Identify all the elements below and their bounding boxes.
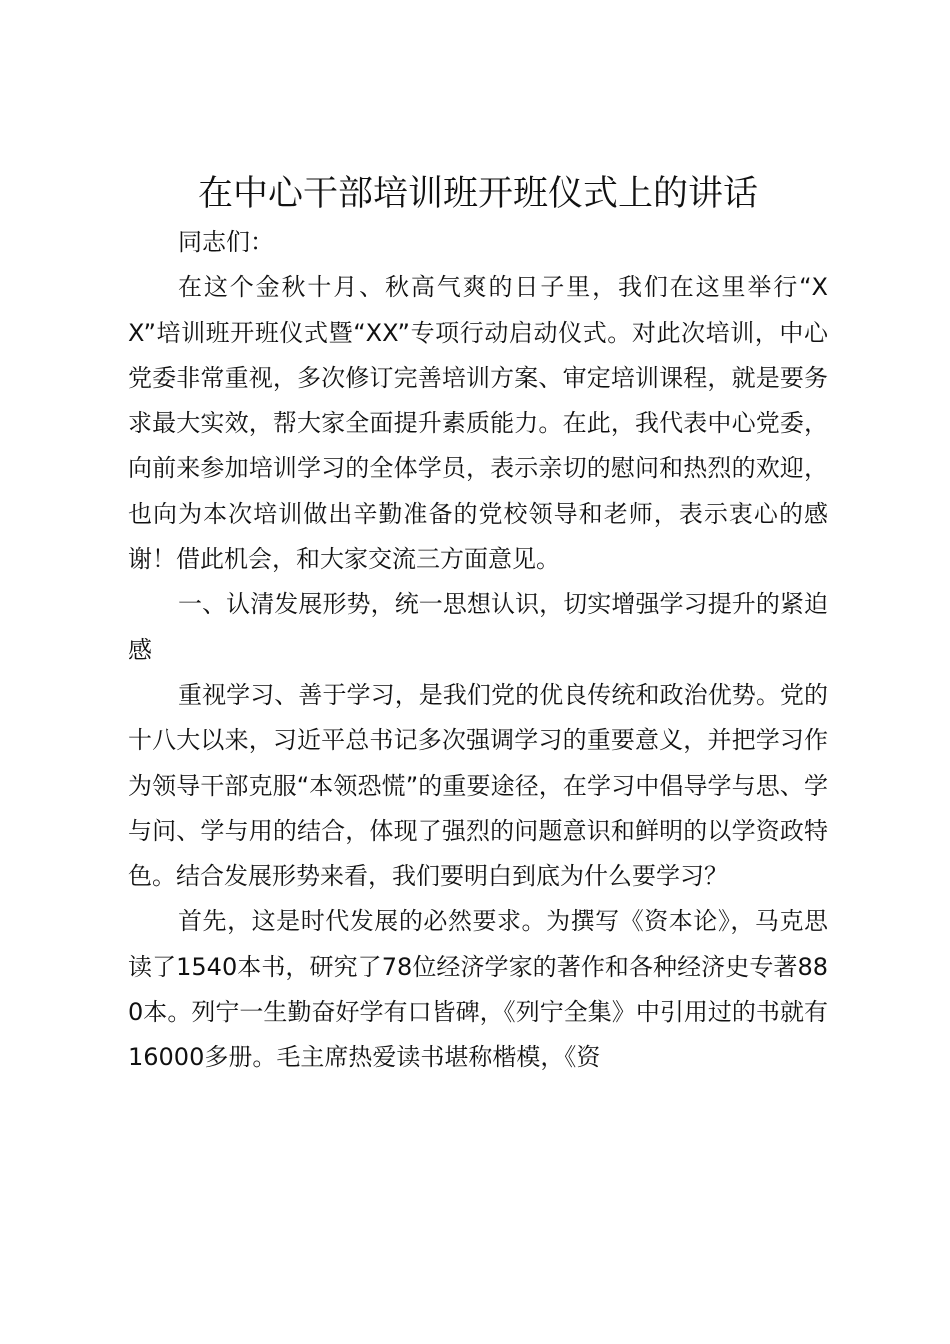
paragraph-intro: 在这个金秋十月、秋高气爽的日子里，我们在这里举行“XX”培训班开班仪式暨“XX”专项行动启动仪式。对此次培训，中心党委非常重视，多次修订完善培训方案、审定培训课程，就是要务求最大实效，帮大家全面提升素质能力。在此，我代表中心党委，向前来参加培训学习的全体学员，表示亲切的慰问和热烈的欢迎，也向为本次培训做出辛勤准备的党校领导和老师，表示衷心的感谢！借此机会，和大家交流三方面意见。 [128,273,828,574]
paragraph-learning: 重视学习、善于学习，是我们党的优良传统和政治优势。党的十八大以来，习近平总书记多次强调学习的重要意义，并把学习作为领导干部克服“本领恐慌”的重要途径，在学习中倡导学与思、学与问、学与用的结合，体现了强烈的问题意识和鲜明的以学资政特色。结合发展形势来看，我们要明白到底为什么要学习？ [128,680,828,891]
paragraph-first-reason: 首先，这是时代发展的必然要求。为撰写《资本论》，马克思读了1540本书，研究了78位经济学家的著作和各种经济史专著880本。列宁一生勤奋好学有口皆碑，《列宁全集》中引用过的书就有16000多册。毛主席热爱读书堪称楷模，《资 [128,907,828,1072]
document-page [128,168,828,1081]
document-title: 在中心干部培训班开班仪式上的讲话 [197,174,758,214]
document-body [128,220,828,1081]
salutation: 同志们： [178,228,274,256]
section-heading-1: 一、认清发展形势，统一思想认识，切实增强学习提升的紧迫感 [128,590,828,664]
